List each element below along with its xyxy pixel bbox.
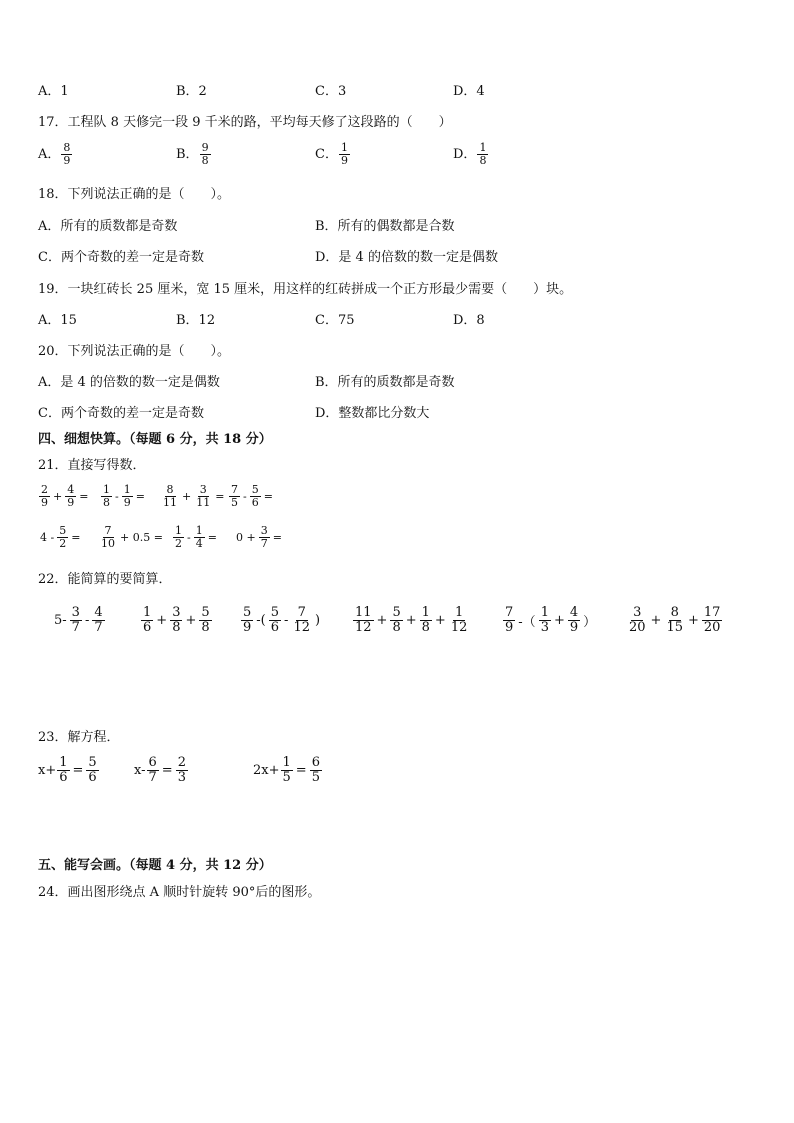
section-4-title: 四、细想快算。（每题 6 分，共 18 分） bbox=[38, 432, 272, 447]
q17-option-d: D． $\frac{1}{8}$ bbox=[453, 141, 487, 168]
fraction: $\frac{1}{9}$ bbox=[340, 141, 348, 168]
q16-option-a: A．1 bbox=[38, 84, 69, 99]
q16-option-b: B．2 bbox=[176, 84, 207, 99]
q23-equation-3: 2x+ $\frac{1}{5}$ = $\frac{6}{5}$ bbox=[253, 755, 320, 786]
q19-option-b: B．12 bbox=[176, 313, 216, 328]
fraction: $\frac{8}{9}$ bbox=[63, 141, 71, 168]
q18-option-c: C．两个奇数的差一定是奇数 bbox=[38, 250, 204, 265]
q24-question: 24．画出图形绕点 A 顺时针旋转 90°后的图形。 bbox=[38, 885, 321, 900]
q23-equation-2: x- $\frac{6}{7}$ = $\frac{2}{3}$ bbox=[134, 755, 186, 786]
q21-expression-8: 0 + $\frac{3}{7}$ = bbox=[236, 524, 282, 551]
q20-option-c: C．两个奇数的差一定是奇数 bbox=[38, 406, 204, 421]
q23-equation-1: x+ $\frac{1}{6}$ = $\frac{5}{6}$ bbox=[38, 755, 97, 786]
q22-expression-4: $\frac{11}{12}$ + $\frac{5}{8}$ + $\frac{1}{8}$ + $\frac{1}{12}$ bbox=[355, 605, 468, 636]
q19-option-a: A．15 bbox=[38, 313, 77, 328]
q22-question: 22．能简算的要简算． bbox=[38, 572, 172, 587]
q22-expression-1: 5- $\frac{3}{7}$ - $\frac{4}{7}$ bbox=[54, 605, 103, 636]
q18-option-d: D．是 4 的倍数的数一定是偶数 bbox=[315, 250, 498, 265]
q22-expression-3: $\frac{5}{9}$ -( $\frac{5}{6}$ - $\frac{7}{12}$ ) bbox=[243, 605, 321, 636]
q20-option-b: B．所有的质数都是奇数 bbox=[315, 375, 455, 390]
q22-expression-6: $\frac{3}{20}$ + $\frac{8}{15}$ + $\frac{17}{20}$ bbox=[629, 605, 721, 636]
section-5-title: 五、能写会画。（每题 4 分，共 12 分） bbox=[38, 858, 272, 873]
q21-question: 21．直接写得数． bbox=[38, 458, 146, 473]
q21-expression-2: $\frac{1}{8}$ - $\frac{1}{9}$ = bbox=[103, 483, 145, 510]
q18-question: 18．下列说法正确的是（ ）。 bbox=[38, 187, 231, 202]
fraction: $\frac{1}{8}$ bbox=[479, 141, 487, 168]
q19-option-d: D．8 bbox=[453, 313, 485, 328]
q21-expression-6: $\frac{7}{10}$ + 0.5 = bbox=[101, 524, 163, 551]
q19-option-c: C．75 bbox=[315, 313, 355, 328]
q19-question: 19．一块红砖长 25 厘米，宽 15 厘米，用这样的红砖拼成一个正方形最少需要（ ）块。 bbox=[38, 282, 573, 297]
q22-expression-5: $\frac{7}{9}$ -（ $\frac{1}{3}$ + $\frac{4}{9}$ ） bbox=[505, 605, 597, 636]
q18-option-a: A．所有的质数都是奇数 bbox=[38, 219, 178, 234]
q16-option-d: D．4 bbox=[453, 84, 485, 99]
fraction: $\frac{9}{8}$ bbox=[201, 141, 209, 168]
q18-option-b: B．所有的偶数都是合数 bbox=[315, 219, 455, 234]
q23-question: 23．解方程． bbox=[38, 730, 120, 745]
q20-option-d: D．整数都比分数大 bbox=[315, 406, 430, 421]
q20-question: 20．下列说法正确的是（ ）。 bbox=[38, 344, 231, 359]
q17-question: 17．工程队 8 天修完一段 9 千米的路，平均每天修了这段路的（ ） bbox=[38, 115, 452, 130]
q22-expression-2: $\frac{1}{6}$ + $\frac{3}{8}$ + $\frac{5}{8}$ bbox=[143, 605, 210, 636]
q21-expression-3: $\frac{8}{11}$ + $\frac{3}{11}$ = bbox=[163, 483, 225, 510]
q20-option-a: A．是 4 的倍数的数一定是偶数 bbox=[38, 375, 220, 390]
q17-option-a: A． $\frac{8}{9}$ bbox=[38, 141, 71, 168]
q17-option-b: B． $\frac{9}{8}$ bbox=[176, 141, 209, 168]
q21-expression-5: 4 - $\frac{5}{2}$ = bbox=[40, 524, 81, 551]
q21-expression-7: $\frac{1}{2}$ - $\frac{1}{4}$ = bbox=[175, 524, 217, 551]
q21-expression-1: $\frac{2}{9}$ + $\frac{4}{9}$ = bbox=[41, 483, 89, 510]
q21-expression-4: $\frac{7}{5}$ - $\frac{5}{6}$ = bbox=[231, 483, 273, 510]
q17-option-c: C． $\frac{1}{9}$ bbox=[315, 141, 348, 168]
q16-option-c: C．3 bbox=[315, 84, 347, 99]
